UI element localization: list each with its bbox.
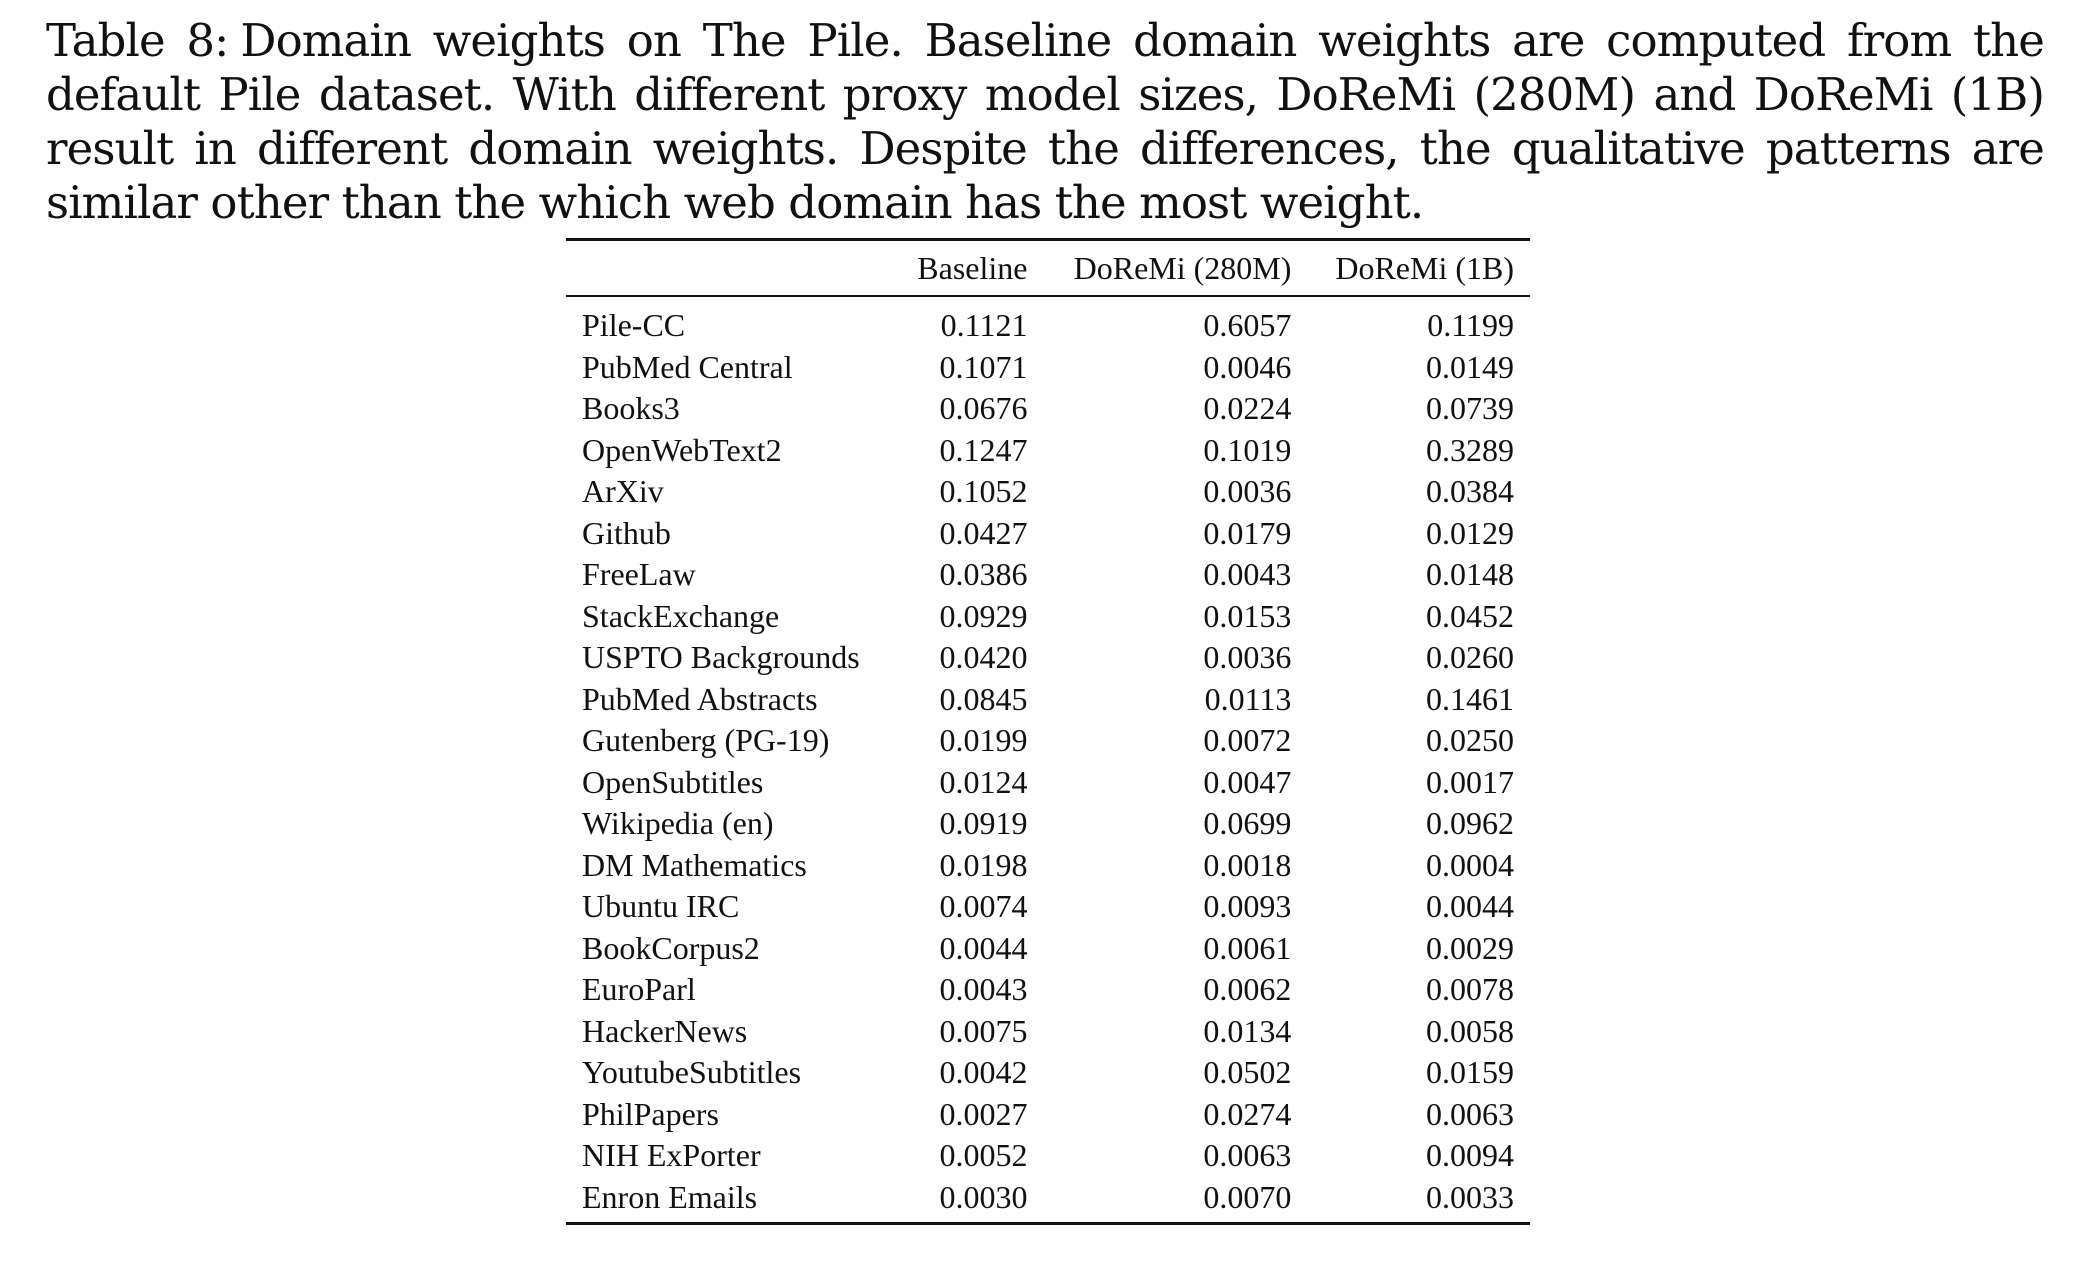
table-row [566,803,1530,845]
table-row [566,679,1530,721]
cell-baseline: 0.0427 [939,514,1028,551]
cell-doremi-1b: 0.0063 [1426,1095,1514,1132]
domain-weights-table-container [566,238,1530,1225]
table-row [566,1052,1530,1094]
cell-doremi-1b: 0.0260 [1426,639,1514,676]
cell-baseline: 0.0845 [939,680,1028,717]
table-row [566,1177,1530,1224]
cell-domain: Github [582,514,671,551]
cell-baseline: 0.0043 [939,971,1028,1008]
table-row [566,886,1530,928]
cell-doremi-280m: 0.0018 [1203,846,1292,883]
cell-baseline: 0.0042 [939,1054,1028,1091]
table-row [566,1011,1530,1053]
cell-domain: StackExchange [582,597,780,634]
cell-doremi-280m: 0.0274 [1203,1095,1292,1132]
cell-doremi-1b: 0.0017 [1426,763,1514,800]
cell-doremi-280m: 0.0047 [1203,763,1292,800]
header-baseline: Baseline [917,249,1028,286]
cell-baseline: 0.0386 [939,556,1028,593]
header-doremi-280m: DoReMi (280M) [1073,249,1292,286]
cell-baseline: 0.0030 [939,1178,1028,1215]
cell-domain: PubMed Central [582,348,793,385]
cell-domain: NIH ExPorter [582,1137,761,1174]
cell-doremi-1b: 0.0094 [1426,1137,1514,1174]
table-row [566,388,1530,430]
table-caption [46,14,2044,230]
cell-baseline: 0.1052 [939,473,1028,510]
cell-baseline: 0.0929 [939,597,1028,634]
header-domain [566,240,893,297]
cell-baseline: 0.0676 [939,390,1028,427]
table-header-row [566,240,1530,297]
cell-doremi-1b: 0.0033 [1426,1178,1514,1215]
cell-baseline: 0.0027 [939,1095,1028,1132]
cell-baseline: 0.0198 [939,846,1028,883]
cell-doremi-280m: 0.0036 [1203,639,1292,676]
cell-baseline: 0.0199 [939,722,1028,759]
cell-doremi-1b: 0.0148 [1426,556,1514,593]
cell-doremi-1b: 0.0058 [1426,1012,1514,1049]
cell-doremi-1b: 0.0044 [1426,888,1514,925]
cell-doremi-1b: 0.0004 [1426,846,1514,883]
table-row [566,347,1530,389]
cell-baseline: 0.0074 [939,888,1028,925]
cell-domain: Pile-CC [582,307,686,344]
cell-doremi-1b: 0.0029 [1426,929,1514,966]
cell-domain: Books3 [582,390,680,427]
cell-doremi-1b: 0.0159 [1426,1054,1514,1091]
cell-baseline: 0.1071 [939,348,1028,385]
table-row [566,430,1530,472]
cell-domain: OpenSubtitles [582,763,764,800]
cell-doremi-280m: 0.0046 [1203,348,1292,385]
cell-doremi-1b: 0.3289 [1426,431,1514,468]
cell-domain: YoutubeSubtitles [582,1054,802,1091]
cell-doremi-280m: 0.0699 [1203,805,1292,842]
cell-doremi-280m: 0.0179 [1203,514,1292,551]
cell-domain: OpenWebText2 [582,431,782,468]
domain-weights-table [566,238,1530,1225]
table-row [566,296,1530,347]
table-row [566,720,1530,762]
cell-doremi-1b: 0.0739 [1426,390,1514,427]
cell-baseline: 0.0124 [939,763,1028,800]
table-row [566,969,1530,1011]
table-row [566,845,1530,887]
cell-doremi-280m: 0.0113 [1204,680,1292,717]
cell-domain: PubMed Abstracts [582,680,818,717]
cell-domain: EuroParl [582,971,696,1008]
table-row [566,928,1530,970]
cell-doremi-280m: 0.0224 [1203,390,1292,427]
cell-domain: PhilPapers [582,1095,719,1132]
cell-doremi-1b: 0.1199 [1427,307,1514,344]
table-row [566,762,1530,804]
cell-doremi-1b: 0.0452 [1426,597,1514,634]
header-doremi-1b: DoReMi (1B) [1335,249,1514,286]
cell-domain: FreeLaw [582,556,696,593]
cell-domain: HackerNews [582,1012,748,1049]
cell-domain: BookCorpus2 [582,929,760,966]
cell-doremi-280m: 0.0036 [1203,473,1292,510]
cell-domain: ArXiv [582,473,664,510]
cell-domain: Gutenberg (PG-19) [582,722,830,759]
cell-doremi-280m: 0.0063 [1203,1137,1292,1174]
cell-baseline: 0.0044 [939,929,1028,966]
cell-doremi-1b: 0.0129 [1426,514,1514,551]
cell-doremi-280m: 0.0093 [1203,888,1292,925]
cell-domain: USPTO Backgrounds [582,639,860,676]
table-row [566,1135,1530,1177]
table-row [566,554,1530,596]
cell-doremi-1b: 0.0384 [1426,473,1514,510]
cell-doremi-280m: 0.0062 [1203,971,1292,1008]
cell-doremi-1b: 0.0149 [1426,348,1514,385]
cell-baseline: 0.0919 [939,805,1028,842]
cell-doremi-1b: 0.0078 [1426,971,1514,1008]
cell-doremi-280m: 0.0072 [1203,722,1292,759]
table-body [566,296,1530,1224]
cell-domain: Wikipedia (en) [582,805,774,842]
table-row [566,1094,1530,1136]
cell-doremi-1b: 0.1461 [1426,680,1514,717]
cell-baseline: 0.0075 [939,1012,1028,1049]
cell-doremi-280m: 0.6057 [1203,307,1292,344]
cell-doremi-280m: 0.0134 [1203,1012,1292,1049]
cell-domain: Enron Emails [582,1178,758,1215]
caption-text: Domain weights on The Pile. Baseline domain weights are computed from the default Pile dataset. With different proxy model sizes, DoReMi (280M) and DoReMi (1B) result in different domain weights. Despite the differences, the qualitative patterns are similar other than the which web domain has the most weight. [46,14,2044,229]
cell-doremi-280m: 0.0502 [1203,1054,1292,1091]
caption-label: Table 8: [46,14,229,67]
cell-baseline: 0.1247 [939,431,1028,468]
cell-doremi-280m: 0.0070 [1203,1178,1292,1215]
cell-doremi-280m: 0.1019 [1203,431,1292,468]
cell-domain: Ubuntu IRC [582,888,740,925]
cell-doremi-280m: 0.0061 [1203,929,1292,966]
cell-baseline: 0.0052 [939,1137,1028,1174]
cell-baseline: 0.1121 [940,307,1028,344]
cell-doremi-1b: 0.0250 [1426,722,1514,759]
table-row [566,637,1530,679]
table-row [566,471,1530,513]
cell-doremi-1b: 0.0962 [1426,805,1514,842]
cell-domain: DM Mathematics [582,846,807,883]
cell-baseline: 0.0420 [939,639,1028,676]
table-row [566,513,1530,555]
table-row [566,596,1530,638]
cell-doremi-280m: 0.0153 [1203,597,1292,634]
cell-doremi-280m: 0.0043 [1203,556,1292,593]
